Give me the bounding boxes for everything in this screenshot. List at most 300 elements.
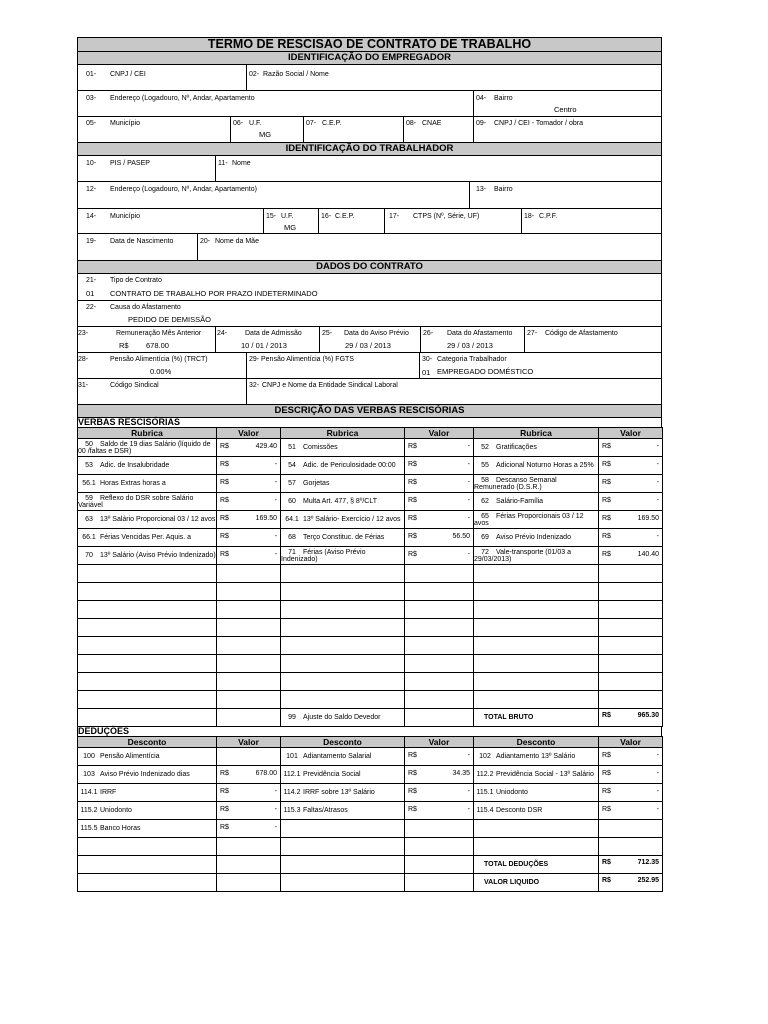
- table-row: [78, 673, 663, 691]
- rubrica-code: 52: [481, 444, 489, 451]
- total-bruto-label-cell: [474, 709, 599, 727]
- rubrica-label: Previdência Social: [303, 771, 361, 778]
- empty-cell[interactable]: [474, 637, 599, 655]
- valor-cell[interactable]: [405, 457, 474, 475]
- table-row: [78, 583, 663, 601]
- empty-cell[interactable]: [217, 655, 281, 673]
- valor-cell[interactable]: [599, 475, 663, 493]
- total-bruto-label: TOTAL BRUTO: [484, 714, 534, 721]
- empty-cell: [78, 874, 217, 892]
- rubrica-label: Comissões: [303, 444, 338, 451]
- valor-cell[interactable]: [217, 493, 281, 511]
- amount: -: [467, 752, 470, 759]
- empty-cell[interactable]: [281, 673, 405, 691]
- rubrica-cell[interactable]: [281, 529, 405, 547]
- field-label: Código de Afastamento: [545, 330, 618, 337]
- empty-cell[interactable]: [281, 583, 405, 601]
- col-valor: Valor: [599, 737, 663, 748]
- field-09[interactable]: [473, 117, 661, 142]
- rubrica-code: 115.4: [476, 807, 494, 814]
- amount: -: [467, 497, 470, 504]
- valor-cell[interactable]: [217, 439, 281, 457]
- contract-row-3: [77, 326, 662, 352]
- table-row: [78, 748, 663, 766]
- field-number: 02-: [249, 71, 260, 78]
- rubrica-cell[interactable]: [78, 529, 217, 547]
- empty-cell[interactable]: [217, 691, 281, 709]
- field-label: CNPJ / CEI: [110, 71, 146, 78]
- empty-cell[interactable]: [474, 655, 599, 673]
- rubrica-code: 99: [288, 714, 296, 721]
- currency: R$: [220, 824, 229, 831]
- employer-header: IDENTIFICAÇÃO DO EMPREGADOR: [77, 51, 662, 64]
- field-02[interactable]: [246, 65, 661, 90]
- rubrica-label: Banco Horas: [100, 825, 141, 832]
- field-value: CONTRATO DE TRABALHO POR PRAZO INDETERMINADO: [110, 289, 318, 298]
- valor-cell[interactable]: [405, 493, 474, 511]
- rubrica-cell[interactable]: [281, 709, 405, 727]
- valor-cell[interactable]: [599, 748, 663, 766]
- currency: R$: [602, 479, 611, 486]
- empty-cell[interactable]: [599, 601, 663, 619]
- table-row: [78, 475, 663, 493]
- valor-cell[interactable]: [599, 457, 663, 475]
- empty-cell[interactable]: [281, 655, 405, 673]
- field-10[interactable]: [78, 156, 215, 181]
- field-label: Data de Admissão: [245, 330, 302, 337]
- table-row: [78, 802, 663, 820]
- rubrica-cell[interactable]: [281, 511, 405, 529]
- field-17[interactable]: [384, 209, 521, 233]
- rubrica-cell[interactable]: [281, 475, 405, 493]
- rubrica-cell[interactable]: [474, 748, 599, 766]
- field-number: 29-: [249, 356, 260, 363]
- total-deducoes-value: 712.35: [637, 859, 659, 866]
- col-rubrica: Rubrica: [474, 428, 599, 439]
- rubrica-cell[interactable]: [474, 820, 599, 838]
- rubrica-code: 68: [288, 534, 296, 541]
- empty-cell[interactable]: [474, 583, 599, 601]
- rubrica-code: 60: [288, 498, 296, 505]
- empty-cell[interactable]: [599, 565, 663, 583]
- table-row: [78, 529, 663, 547]
- rubrica-cell[interactable]: [78, 457, 217, 475]
- rubrica-cell[interactable]: [474, 547, 599, 565]
- currency: R$: [408, 515, 417, 522]
- rubrica-cell[interactable]: [78, 766, 217, 784]
- valor-cell[interactable]: [599, 439, 663, 457]
- currency: R$: [602, 497, 611, 504]
- rubrica-cell[interactable]: [474, 511, 599, 529]
- rubrica-cell[interactable]: [474, 766, 599, 784]
- rubrica-cell[interactable]: [78, 547, 217, 565]
- empty-cell[interactable]: [599, 655, 663, 673]
- valor-cell[interactable]: [405, 439, 474, 457]
- field-label: C.E.P.: [322, 120, 342, 127]
- empty-cell[interactable]: [474, 691, 599, 709]
- employer-row-2: [77, 90, 662, 116]
- empty-cell[interactable]: [217, 673, 281, 691]
- rubrica-cell[interactable]: [78, 511, 217, 529]
- field-11[interactable]: [215, 156, 661, 181]
- rubrica-cell[interactable]: [474, 529, 599, 547]
- rubrica-label: 13º Salário- Exercício / 12 avos: [303, 516, 401, 523]
- currency: R$: [220, 788, 229, 795]
- valor-cell[interactable]: [599, 529, 663, 547]
- field-01[interactable]: [78, 65, 246, 90]
- amount: -: [274, 806, 277, 813]
- empty-cell[interactable]: [599, 637, 663, 655]
- field-19[interactable]: [78, 234, 197, 260]
- rubrica-cell[interactable]: [78, 493, 217, 511]
- field-27[interactable]: [524, 327, 661, 352]
- empty-cell: [217, 709, 281, 727]
- field-number: 08-: [406, 120, 417, 127]
- empty-cell[interactable]: [217, 619, 281, 637]
- field-number: 18-: [524, 213, 535, 220]
- currency: R$: [220, 533, 229, 540]
- field-label: Causa do Afastamento: [110, 304, 181, 311]
- empty-cell[interactable]: [281, 565, 405, 583]
- field-04[interactable]: [473, 91, 661, 116]
- valor-cell[interactable]: [405, 802, 474, 820]
- valor-cell[interactable]: [599, 493, 663, 511]
- empty-cell[interactable]: [599, 673, 663, 691]
- rubrica-cell[interactable]: [281, 766, 405, 784]
- rubrica-code: 64.1: [285, 516, 299, 523]
- valor-cell[interactable]: [405, 820, 474, 838]
- field-number: 09-: [476, 120, 487, 127]
- amount: -: [274, 479, 277, 486]
- rubrica-label: Reflexo do DSR sobre Salário Variável: [78, 494, 194, 509]
- field-number: 23-: [78, 330, 89, 337]
- empty-cell[interactable]: [78, 565, 217, 583]
- rubrica-label: 13º Salário (Aviso Prévio Indenizado): [100, 552, 216, 559]
- rubrica-label: Previdência Social - 13º Salário: [496, 771, 594, 778]
- field-06[interactable]: [230, 117, 303, 142]
- currency: R$: [408, 497, 417, 504]
- contract-row-4: [77, 352, 662, 378]
- valor-liquido-label: VALOR LIQUIDO: [484, 879, 540, 886]
- empty-cell: [281, 856, 405, 874]
- rubrica-label: Saldo de 19 dias Salário (líquido de 00 /faltas e DSR): [78, 440, 211, 455]
- currency: R$: [220, 443, 229, 450]
- valor-cell[interactable]: [599, 820, 663, 838]
- amount: -: [656, 788, 659, 795]
- table-row: [78, 601, 663, 619]
- empty-cell: [217, 856, 281, 874]
- field-label: CNPJ / CEI - Tomador / obra: [494, 120, 583, 127]
- empty-cell[interactable]: [281, 637, 405, 655]
- amount: -: [656, 479, 659, 486]
- empty-cell[interactable]: [599, 691, 663, 709]
- table-row: [78, 565, 663, 583]
- rubrica-cell[interactable]: [281, 547, 405, 565]
- col-desconto: Desconto: [78, 737, 217, 748]
- valor-cell[interactable]: [217, 529, 281, 547]
- field-value: 10 / 01 / 2013: [241, 341, 287, 350]
- field-value: 0.00%: [150, 367, 172, 376]
- rubrica-cell[interactable]: [78, 748, 217, 766]
- contract-row-2[interactable]: [77, 300, 662, 326]
- valor-cell[interactable]: [599, 547, 663, 565]
- empty-cell[interactable]: [474, 601, 599, 619]
- amount: 429.40: [255, 443, 277, 450]
- field-label: Bairro: [494, 186, 513, 193]
- empty-cell[interactable]: [599, 583, 663, 601]
- amount: -: [656, 770, 659, 777]
- empty-cell[interactable]: [474, 673, 599, 691]
- rubrica-code: 70: [85, 552, 93, 559]
- rubrica-code: 58: [481, 476, 489, 484]
- valor-cell[interactable]: [405, 475, 474, 493]
- rubrica-cell[interactable]: [78, 475, 217, 493]
- field-number: 11-: [218, 160, 228, 167]
- currency: R$: [602, 788, 611, 795]
- rubrica-cell[interactable]: [281, 748, 405, 766]
- field-label: Nome da Mãe: [215, 238, 259, 245]
- rubrica-label: Faltas/Atrasos: [303, 807, 348, 814]
- field-03[interactable]: [78, 91, 473, 116]
- empty-cell[interactable]: [78, 601, 217, 619]
- valor-cell[interactable]: [217, 802, 281, 820]
- rubrica-code: 115.3: [283, 807, 301, 814]
- field-label: Data do Aviso Prévio: [344, 330, 409, 337]
- currency: R$: [602, 515, 611, 522]
- empty-cell[interactable]: [405, 601, 474, 619]
- valor-cell[interactable]: [599, 784, 663, 802]
- rubrica-cell[interactable]: [78, 802, 217, 820]
- empty-cell[interactable]: [217, 583, 281, 601]
- total-deducoes-row: [78, 856, 663, 874]
- empty-cell[interactable]: [599, 838, 663, 856]
- table-row: [78, 439, 663, 457]
- field-14[interactable]: [78, 209, 263, 233]
- empty-cell: [217, 874, 281, 892]
- rubrica-cell[interactable]: [474, 802, 599, 820]
- amount: -: [274, 461, 277, 468]
- field-32[interactable]: [246, 379, 661, 404]
- rubrica-label: Adic. de Periculosidade 00:00: [303, 462, 396, 469]
- col-valor: Valor: [405, 428, 474, 439]
- rubrica-code: 66.1: [82, 534, 96, 541]
- empty-cell[interactable]: [474, 838, 599, 856]
- rubrica-cell[interactable]: [281, 820, 405, 838]
- field-number: 07-: [306, 120, 317, 127]
- empty-cell[interactable]: [78, 583, 217, 601]
- field-13[interactable]: [469, 182, 661, 208]
- field-28[interactable]: [78, 353, 246, 378]
- rubrica-cell[interactable]: [281, 493, 405, 511]
- empty-cell[interactable]: [405, 619, 474, 637]
- empty-cell[interactable]: [405, 583, 474, 601]
- col-valor: Valor: [217, 737, 281, 748]
- worker-header: IDENTIFICAÇÃO DO TRABALHADOR: [77, 142, 662, 155]
- empty-cell[interactable]: [599, 619, 663, 637]
- valor-cell[interactable]: [599, 802, 663, 820]
- valor-cell[interactable]: [217, 820, 281, 838]
- rubrica-code: 62: [481, 498, 489, 505]
- empty-cell[interactable]: [281, 619, 405, 637]
- field-29[interactable]: [246, 353, 419, 378]
- rubrica-code: 115.5: [80, 825, 98, 832]
- empty-cell[interactable]: [78, 619, 217, 637]
- field-number: 26-: [423, 330, 434, 337]
- field-label: Bairro: [494, 95, 513, 102]
- empty-cell[interactable]: [78, 691, 217, 709]
- currency: R$: [408, 533, 417, 540]
- field-label: Data de Nascimento: [110, 238, 174, 245]
- valor-cell[interactable]: [217, 511, 281, 529]
- valor-cell[interactable]: [405, 547, 474, 565]
- empty-cell[interactable]: [78, 673, 217, 691]
- valor-cell[interactable]: [599, 511, 663, 529]
- rubrica-cell[interactable]: [78, 820, 217, 838]
- valor-cell[interactable]: [405, 709, 474, 727]
- empty-cell[interactable]: [405, 691, 474, 709]
- empty-cell[interactable]: [405, 637, 474, 655]
- empty-cell[interactable]: [405, 838, 474, 856]
- currency: R$: [602, 712, 611, 719]
- amount: 169.50: [255, 515, 277, 522]
- valor-cell[interactable]: [405, 766, 474, 784]
- empty-cell: [405, 856, 474, 874]
- field-number: 32-: [249, 382, 260, 389]
- rubrica-label: 13º Salário Proporcional 03 / 12 avos: [100, 516, 216, 523]
- empty-cell[interactable]: [78, 655, 217, 673]
- table-row: [78, 691, 663, 709]
- rubrica-cell[interactable]: [474, 493, 599, 511]
- currency: R$: [408, 479, 417, 486]
- field-24[interactable]: [215, 327, 319, 352]
- field-number: 24-: [217, 330, 228, 337]
- rubrica-cell[interactable]: [474, 457, 599, 475]
- field-12[interactable]: [78, 182, 469, 208]
- rubrica-cell[interactable]: [474, 475, 599, 493]
- contract-row-1[interactable]: [77, 273, 662, 300]
- currency: R$: [119, 341, 129, 350]
- table-row: [78, 493, 663, 511]
- currency: R$: [220, 479, 229, 486]
- field-label: Razão Social / Nome: [263, 71, 329, 78]
- empty-cell: [78, 856, 217, 874]
- rubrica-label: Gorjetas: [303, 480, 330, 487]
- valor-liquido-value-cell: [599, 874, 663, 892]
- field-31[interactable]: [78, 379, 246, 404]
- table-row: [78, 784, 663, 802]
- rubrica-label: Horas Extras horas a: [100, 480, 166, 487]
- field-30[interactable]: [419, 353, 661, 378]
- empty-cell[interactable]: [78, 637, 217, 655]
- form-title: TERMO DE RESCISÃO DE CONTRATO DE TRABALHO: [77, 37, 662, 51]
- valor-cell[interactable]: [217, 547, 281, 565]
- currency: R$: [220, 515, 229, 522]
- total-bruto-row: [78, 709, 663, 727]
- field-08[interactable]: [403, 117, 473, 142]
- field-number: 05-: [86, 120, 97, 127]
- field-number: 19-: [86, 238, 97, 245]
- empty-cell[interactable]: [474, 565, 599, 583]
- rubrica-cell[interactable]: [281, 784, 405, 802]
- field-15[interactable]: [263, 209, 318, 233]
- valor-cell[interactable]: [217, 457, 281, 475]
- rubrica-cell[interactable]: [78, 439, 217, 457]
- rubrica-label: Vale-transporte (01/03 a 29/03/2013): [474, 548, 571, 563]
- rubrica-code: 100: [83, 753, 95, 760]
- field-25[interactable]: [319, 327, 420, 352]
- field-value: MG: [284, 223, 297, 232]
- empty-cell[interactable]: [281, 838, 405, 856]
- total-deducoes-label-cell: [474, 856, 599, 874]
- rubrica-label: Ajuste do Saldo Devedor: [303, 714, 381, 721]
- empty-cell[interactable]: [405, 565, 474, 583]
- empty-cell[interactable]: [217, 565, 281, 583]
- valor-cell[interactable]: [217, 748, 281, 766]
- valor-cell[interactable]: [405, 511, 474, 529]
- rubrica-cell[interactable]: [281, 439, 405, 457]
- field-23[interactable]: [78, 327, 215, 352]
- rubrica-label: IRRF sobre 13º Salário: [303, 789, 375, 796]
- valor-cell[interactable]: [405, 748, 474, 766]
- rubrica-code: 101: [286, 753, 298, 760]
- rubrica-cell[interactable]: [474, 439, 599, 457]
- field-number: 27-: [527, 330, 538, 337]
- rubrica-code: 59: [85, 494, 93, 502]
- rubrica-cell[interactable]: [281, 802, 405, 820]
- field-16[interactable]: [318, 209, 384, 233]
- field-number: 01-: [86, 71, 97, 78]
- field-number: 13-: [476, 186, 487, 193]
- valor-liquido-row: [78, 874, 663, 892]
- empty-cell[interactable]: [78, 838, 217, 856]
- rubrica-label: Adicional Noturno Horas a 25%: [496, 462, 594, 469]
- valor-cell[interactable]: [217, 475, 281, 493]
- rubrica-label: Desconto DSR: [496, 807, 543, 814]
- rubrica-cell[interactable]: [281, 457, 405, 475]
- field-number: 15-: [266, 213, 277, 220]
- empty-cell[interactable]: [405, 655, 474, 673]
- rubrica-cell[interactable]: [474, 784, 599, 802]
- field-26[interactable]: [420, 327, 524, 352]
- rubrica-code: 54: [288, 462, 296, 469]
- amount: -: [274, 533, 277, 540]
- valor-cell[interactable]: [217, 766, 281, 784]
- empty-cell[interactable]: [217, 838, 281, 856]
- valor-cell[interactable]: [405, 784, 474, 802]
- field-05[interactable]: [78, 117, 230, 142]
- field-20[interactable]: [197, 234, 661, 260]
- field-07[interactable]: [303, 117, 403, 142]
- empty-cell[interactable]: [217, 637, 281, 655]
- valor-cell[interactable]: [405, 529, 474, 547]
- total-bruto-value: 965.30: [637, 712, 659, 719]
- valor-cell[interactable]: [599, 766, 663, 784]
- empty-cell[interactable]: [281, 691, 405, 709]
- deducoes-table: [77, 736, 663, 892]
- table-row: [78, 637, 663, 655]
- field-label: U.F.: [249, 120, 262, 127]
- empty-cell: [405, 874, 474, 892]
- field-18[interactable]: [521, 209, 661, 233]
- empty-cell[interactable]: [474, 619, 599, 637]
- table-row: [78, 838, 663, 856]
- valor-cell[interactable]: [217, 784, 281, 802]
- empty-cell[interactable]: [405, 673, 474, 691]
- amount: -: [467, 443, 470, 450]
- empty-cell[interactable]: [217, 601, 281, 619]
- empty-cell[interactable]: [281, 601, 405, 619]
- rubrica-cell[interactable]: [78, 784, 217, 802]
